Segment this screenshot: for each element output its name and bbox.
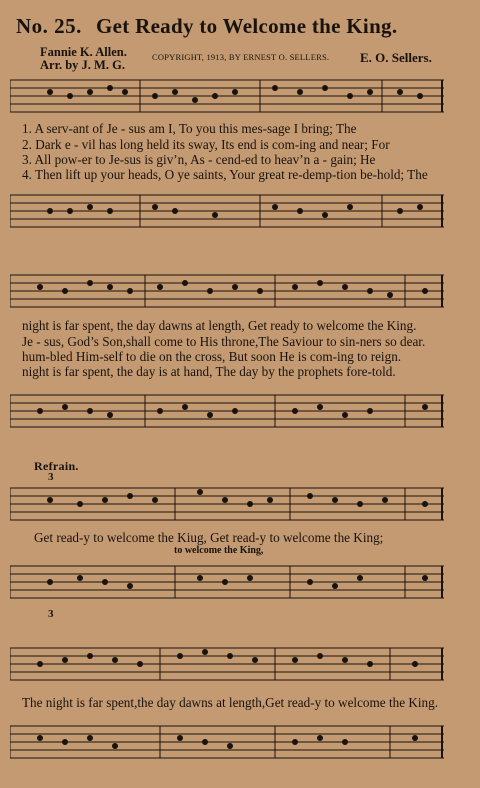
refrain-label: Refrain. [34, 459, 79, 473]
measure-number-top: 3 [48, 471, 54, 483]
verse1-line-a: 1. A serv-ant of Je - sus am I, To you this mes-sage I bring; The [22, 121, 357, 136]
staff-bass-1 [10, 185, 444, 237]
verse2-line-b: Je - sus, God’s Son,shall come to His throne,The Saviour to sin-ners so dear. [22, 334, 426, 349]
staff-treble-2 [10, 265, 444, 317]
verse1-line-b: night is far spent, the day dawns at length, Get ready to welcome the King. [22, 318, 417, 333]
author-credit: Fannie K. Allen. [40, 45, 127, 59]
measure-number-bottom: 3 [48, 608, 54, 620]
staff-bass-refrain-2 [10, 716, 444, 768]
verse4-line-b: night is far spent, the day is at hand, The day by the prophets fore-told. [22, 364, 396, 379]
refrain-line-1: Get read-y to welcome the Kiug, Get read-y to welcome the King; [34, 530, 384, 545]
staff-treble-1 [10, 70, 444, 122]
copyright-notice: COPYRIGHT, 1913, BY ERNEST O. SELLERS. [152, 52, 330, 62]
composer-credit: E. O. Sellers. [360, 50, 432, 65]
verse2-line-a: 2. Dark e - vil has long held its sway, Its end is com-ing and near; For [22, 137, 390, 152]
staff-treble-refrain-1 [10, 478, 444, 530]
staff-bass-refrain-1 [10, 556, 444, 608]
refrain-echo: to welcome the King, [174, 545, 264, 556]
arranger-credit: Arr. by J. M. G. [40, 58, 125, 72]
verse3-line-b: hum-bled Him-self to die on the cross, But soon He is com-ing to reign. [22, 349, 402, 364]
verse3-line-a: 3. All pow-er to Je-sus is giv’n, As - cend-ed to heav’n a - gain; He [22, 152, 376, 167]
refrain-line-2: The night is far spent,the day dawns at length,Get read-y to welcome the King. [22, 695, 439, 710]
title-row [16, 14, 472, 40]
hymn-number: No. 25. [16, 14, 82, 38]
staff-bass-2 [10, 385, 444, 437]
verse4-line-a: 4. Then lift up your heads, O ye saints, Your great re-demp-tion be-hold; The [22, 167, 428, 182]
hymn-title: Get Ready to Welcome the King. [96, 14, 398, 38]
staff-treble-refrain-2 [10, 638, 444, 690]
